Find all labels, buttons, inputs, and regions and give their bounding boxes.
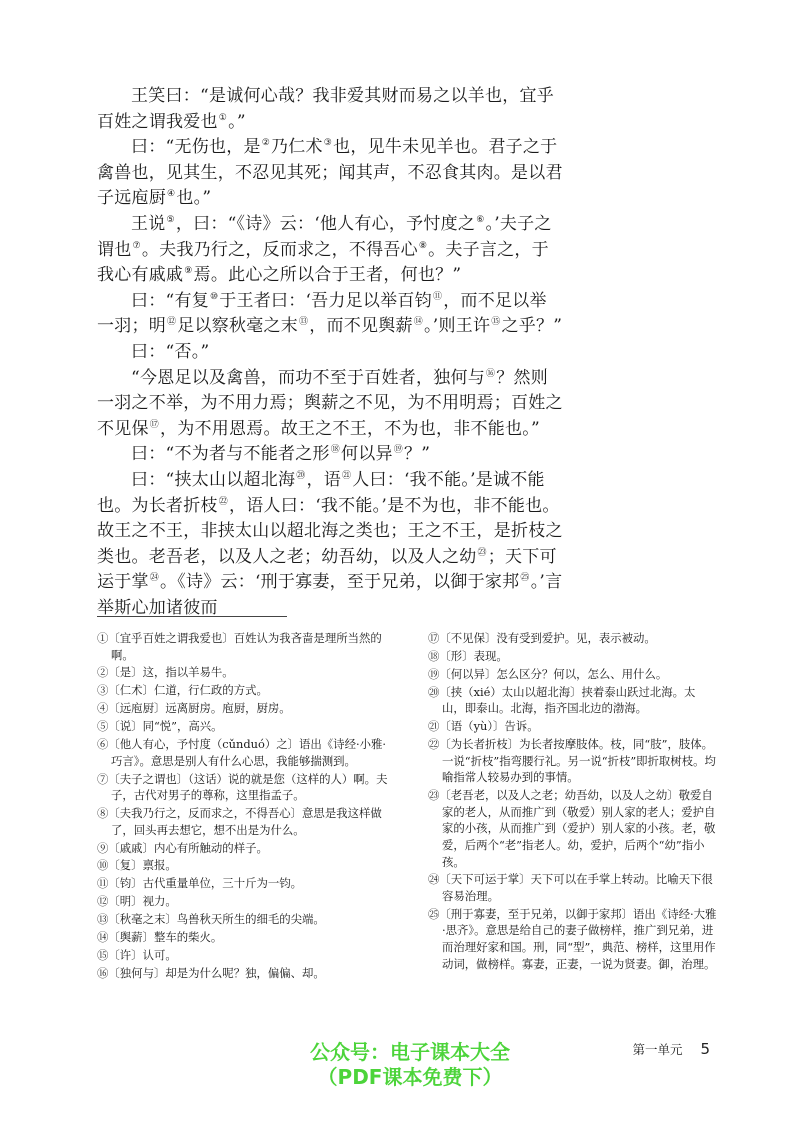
text-segment: 于王者曰：‘吾力足以举百钧 [219,290,432,311]
footnotes-left-column [97,630,393,983]
note-reference: ① [218,112,228,123]
footnote: ㉒〔为长者折枝〕为长者按摩肢体。枝，同“肢”，肢体。一说“折枝”指弯腰行礼。另一说“折枝”即折取树枝。均喻指常人较易办到的事情。 [428,737,716,785]
footnote: ㉑〔语（yù）〕告诉。 [428,719,539,734]
paragraph [97,135,563,212]
page-footer [632,1040,710,1058]
footnote: ⑮〔许〕认可。 [97,947,177,962]
paragraph [97,366,563,443]
footnotes-right-column [428,630,718,974]
watermark [260,1040,560,1090]
text-segment: “今恩足以及禽兽，而功不至于百姓者，独何与 [131,367,485,388]
note-reference: ④ [167,189,176,200]
text-segment: 乃仁术 [271,137,323,158]
note-reference: ⑯ [485,368,496,379]
note-reference: ㉔ [149,573,160,584]
text-segment: ，为不用恩焉。故王之不王，不为也，非不能也。” [160,418,540,439]
text-segment: 何以异 [340,444,393,465]
text-segment: 之乎？” [501,316,563,337]
main-text [97,84,563,621]
footnote: ⑧〔夫我乃行之，反而求之，不得吾心〕意思是我这样做了，回头再去想它，想不出是为什么。 [97,806,382,837]
watermark-line-1: 公众号：电子课本大全 [310,1040,510,1064]
paragraph [97,289,563,340]
text-segment: 也，见牛未见羊也。君子之于禽兽也，见其生，不忍见其死；闻其声，不忍食其肉。是以君子远庖厨 [97,137,563,209]
text-segment: 。” [228,111,246,132]
footnote: ㉓〔老吾老，以及人之老；幼吾幼，以及人之幼〕敬爱自家的老人，从而推广到（敬爱）别人家的老人；爱护自家的小孩，从而推广到（爱护）别人家的小孩。老，敬爱，后两个“老”指老人。幼，爱护，后两个“幼”指小孩。 [428,788,716,869]
footnote: ⑲〔何以异〕怎么区分？何以，怎么、用什么。 [428,666,668,681]
footnote: ⑥〔他人有心，予忖度（cǔnduó）之〕语出《诗经·小雅·巧言》。意思是别人有什么心思，我能够揣测到。 [97,737,386,768]
text-segment: 。《诗》云：‘刑于寡妻，至于兄弟，以御于家邦 [160,572,520,593]
footnote: ㉕〔刑于寡妻，至于兄弟，以御于家邦〕语出《诗经·大雅·思齐》。意思是给自己的妻子做榜样，推广到兄弟，进而治理好家和国。刑，同“型”，典范、榜样，这里用作动词，做榜样。寡妻，正妻，一说为贤妻。御，治理。 [428,906,717,971]
note-reference: ⑦ [132,240,141,251]
paragraph [97,212,563,289]
note-reference: ⑬ [299,317,309,328]
footnote: ⑩〔复〕禀报。 [97,858,177,873]
note-reference: ⑪ [432,291,443,302]
text-segment: 曰：“无伤也，是 [131,137,261,158]
note-reference: ⑮ [491,317,501,328]
note-reference: ⑩ [209,291,219,302]
footnote: ⑰〔不见保〕没有受到爱护。见，表示被动。 [428,631,656,645]
text-segment: ，而不足以举一羽；明 [97,290,547,337]
note-reference: ⑤ [166,214,175,225]
footnote: ⑯〔独何与〕却是为什么呢？独，偏偏、却。 [97,965,325,980]
text-segment: 。夫我乃行之，反而求之，不得吾心 [141,239,418,260]
note-reference: ⑰ [149,419,160,430]
text-segment: 。’夫子之谓也 [97,213,552,260]
footnote: ①〔宜乎百姓之谓我爱也〕百姓认为我吝啬是理所当然的啊。 [97,631,382,662]
text-segment: 。’则王许 [424,316,491,337]
text-segment: ，而不见舆薪 [309,316,413,337]
footnote: ⑪〔钧〕古代重量单位，三十斤为一钧。 [97,876,303,891]
text-segment: ，语人曰：‘我不能。’是不为也，非不能也。故王之不王，非挟太山以超北海之类也；王之不王，是折枝之类也。老吾老，以及人之老；幼吾幼，以及人之幼 [97,495,563,567]
footnote: ⑦〔夫子之谓也〕（这话）说的就是您（这样的人）啊。夫子，古代对男子的尊称，这里指孟子。 [97,771,388,803]
text-segment: 曰：“有复 [131,290,209,311]
note-reference: ⑲ [393,445,403,456]
note-reference: ⑥ [476,214,485,225]
note-reference: ③ [323,138,333,149]
paragraph [97,468,563,622]
text-segment: ，语 [306,469,341,490]
text-segment: ？然则一羽之不举，为不用力焉；舆薪之不见，为不用明焉；百姓之不见保 [97,367,563,439]
footnote-divider [97,616,287,617]
footnote: ⑱〔形〕表现。 [428,648,508,663]
text-segment: 曰：“挟太山以超北海 [131,469,296,490]
footnote: ⑫〔明〕视力。 [97,894,177,909]
note-reference: ㉕ [520,573,530,584]
note-reference: ⑧ [418,240,428,251]
footnote: ③〔仁术〕仁道，行仁政的方式。 [97,683,268,698]
text-segment: ？” [403,444,431,465]
note-reference: ② [261,138,271,149]
paragraph [97,340,563,366]
footnote: ⑨〔戚戚〕内心有所触动的样子。 [97,840,268,855]
footnote: ⑳〔挟（xié）太山以超北海〕挟着泰山跃过北海。太山，即泰山。北海，指齐国北边的渤海。 [428,684,696,716]
text-segment: 。’言举斯心加诸彼而 [97,572,563,618]
text-segment: 也。” [176,188,212,209]
text-segment: ，曰：“《诗》云：‘他人有心，予忖度之 [175,213,476,234]
footnote: ④〔远庖厨〕远离厨房。庖厨，厨房。 [97,701,291,716]
text-segment: ；天下可运于掌 [97,546,557,593]
text-segment: 曰：“否。” [131,341,210,362]
footnote: ⑤〔说〕同“悦”，高兴。 [97,719,223,734]
note-reference: ㉒ [218,496,229,507]
paragraph [97,442,563,468]
note-reference: ⑫ [167,317,177,328]
watermark-line-2: （PDF课本免费下） [317,1065,503,1089]
text-segment: 。夫子言之，于我心有戚戚 [97,239,549,286]
note-reference: ㉓ [477,547,487,558]
text-segment: 焉。此心之所以合于王者，何也？” [193,265,462,286]
footnote: ⑬〔秋毫之末〕鸟兽秋天所生的细毛的尖端。 [97,912,325,927]
page-number: 5 [700,1040,710,1058]
footnote: ⑭〔舆薪〕整车的柴火。 [97,929,223,944]
text-segment: 人曰：‘我不能。’是诚不能也。为长者折枝 [97,469,545,516]
text-segment: 王说 [131,213,166,234]
paragraph [97,84,563,135]
unit-label: 第一单元 [632,1042,683,1057]
text-segment: 王笑曰：“是诚何心哉？我非爱其财而易之以羊也，宜乎百姓之谓我爱也 [97,86,554,132]
note-reference: ⑨ [184,266,193,277]
note-reference: ㉑ [341,470,352,481]
text-segment: 足以察秋毫之末 [177,316,299,337]
note-reference: ⑳ [296,470,306,481]
footnote: ㉔〔天下可运于掌〕天下可以在手掌上转动。比喻天下很容易治理。 [428,872,713,903]
footnote: ②〔是〕这，指以羊易牛。 [97,665,234,680]
text-segment: 曰：“不为者与不能者之形 [131,444,330,465]
note-reference: ⑭ [413,317,424,328]
note-reference: ⑱ [330,445,340,456]
